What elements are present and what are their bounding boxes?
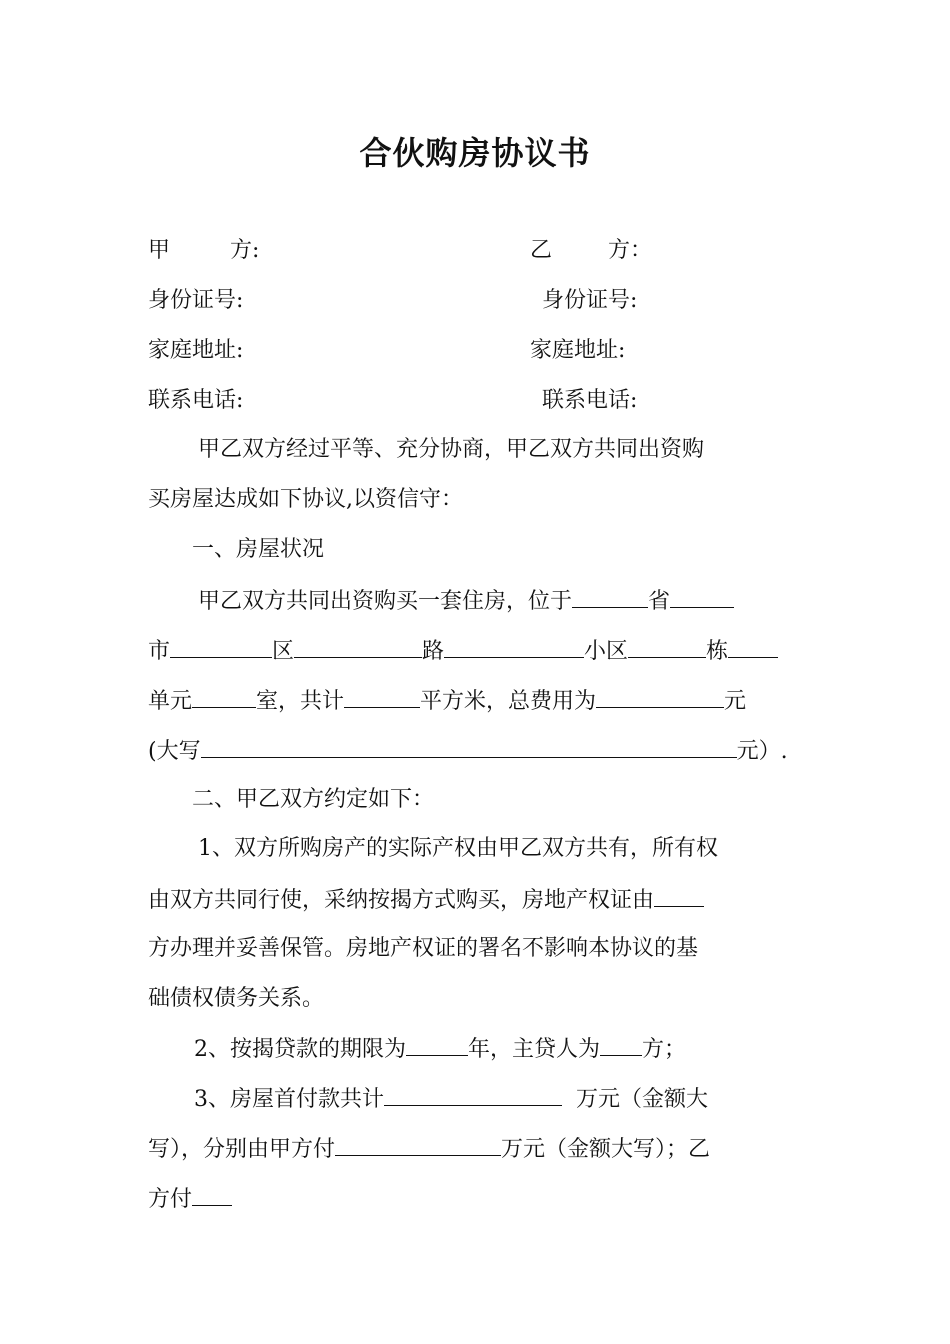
community-label: 小区 <box>584 639 629 664</box>
province-label: 省 <box>648 589 671 614</box>
party-b-pay-blank[interactable] <box>192 1183 232 1206</box>
party-a-label-jia: 甲 <box>148 238 171 263</box>
clause1-line-3: 方办理并妥善保管。房地产权证的署名不影响本协议的基 <box>148 936 699 961</box>
city-label: 市 <box>148 639 171 664</box>
party-b-pay-label: 方付 <box>148 1187 193 1212</box>
clause1-line-2 <box>148 884 704 916</box>
document-title: 合伙购房协议书 <box>359 134 591 172</box>
down-payment-blank[interactable] <box>384 1083 562 1106</box>
down-payment-unit-label: 万元（金额大 <box>576 1087 709 1112</box>
section1-heading: 一、房屋状况 <box>192 537 325 562</box>
area-blank[interactable] <box>344 685 420 708</box>
clause1-line-2-text: 由双方共同行使，采纳按揭方式购买，房地产权证由 <box>148 888 655 913</box>
party-a-phone-label: 联系电话: <box>148 388 244 413</box>
district-label: 区 <box>272 639 295 664</box>
clause3-line-3 <box>148 1183 232 1215</box>
section2-heading: 二、甲乙双方约定如下： <box>192 787 435 812</box>
unit-blank[interactable] <box>728 635 778 658</box>
building-blank[interactable] <box>628 635 706 658</box>
main-borrower-blank[interactable] <box>600 1033 642 1056</box>
area-cost-label: 平方米，总费用为 <box>420 689 597 714</box>
yuan-close-label: 元）. <box>736 739 788 764</box>
room-blank[interactable] <box>192 685 256 708</box>
party-suffix-label: 方； <box>642 1037 687 1062</box>
party-a-pay-unit-label: 万元（金额大写）；乙 <box>501 1137 711 1162</box>
main-borrower-label: 年，主贷人为 <box>468 1037 601 1062</box>
party-b-label-fang: 方： <box>608 238 653 263</box>
section1-line-4 <box>148 735 788 767</box>
community-blank[interactable] <box>444 635 584 658</box>
clause1-line-4: 础债权债务关系。 <box>148 986 325 1011</box>
section1-line-1 <box>198 585 734 617</box>
clause2-line <box>194 1033 686 1065</box>
amount-in-words-label: (大写 <box>148 739 201 764</box>
province-blank[interactable] <box>572 585 648 608</box>
clause3-line-2 <box>148 1133 710 1165</box>
intro-line-1: 甲乙双方经过平等、充分协商，甲乙双方共同出资购 <box>198 437 705 462</box>
room-area-label: 室，共计 <box>256 689 345 714</box>
amount-in-words-blank[interactable] <box>201 735 737 758</box>
road-blank[interactable] <box>294 635 422 658</box>
clause3-line-1 <box>194 1083 708 1115</box>
party-a-row <box>148 236 259 266</box>
section1-line-3 <box>148 685 746 717</box>
yuan-label: 元 <box>724 689 747 714</box>
total-cost-blank[interactable] <box>596 685 724 708</box>
loan-term-blank[interactable] <box>406 1033 468 1056</box>
building-label: 栋 <box>706 639 729 664</box>
road-label: 路 <box>422 639 445 664</box>
section1-line-2 <box>148 635 778 667</box>
party-b-label-yi: 乙 <box>530 238 553 263</box>
party-b-row <box>530 236 652 266</box>
party-b-address-label: 家庭地址: <box>530 338 626 363</box>
party-b-phone-label: 联系电话: <box>542 388 638 413</box>
location-text: 甲乙双方共同出资购买一套住房，位于 <box>198 589 573 614</box>
party-a-label-fang: 方: <box>230 238 260 263</box>
unit-label: 单元 <box>148 689 193 714</box>
loan-term-label: 2、按揭贷款的期限为 <box>194 1037 406 1062</box>
party-a-address-label: 家庭地址: <box>148 338 244 363</box>
clause1-line-1: 1、双方所购房产的实际产权由甲乙双方共有，所有权 <box>198 836 718 861</box>
party-b-id-label: 身份证号: <box>542 288 638 313</box>
certificate-holder-blank[interactable] <box>654 884 704 907</box>
intro-line-2: 买房屋达成如下协议,以资信守： <box>148 487 463 512</box>
down-payment-label: 3、房屋首付款共计 <box>194 1087 384 1112</box>
party-a-pay-blank[interactable] <box>335 1133 501 1156</box>
party-a-pay-label: 写），分别由甲方付 <box>148 1137 336 1162</box>
district-blank[interactable] <box>170 635 272 658</box>
party-a-id-label: 身份证号: <box>148 288 244 313</box>
city-blank[interactable] <box>670 585 734 608</box>
